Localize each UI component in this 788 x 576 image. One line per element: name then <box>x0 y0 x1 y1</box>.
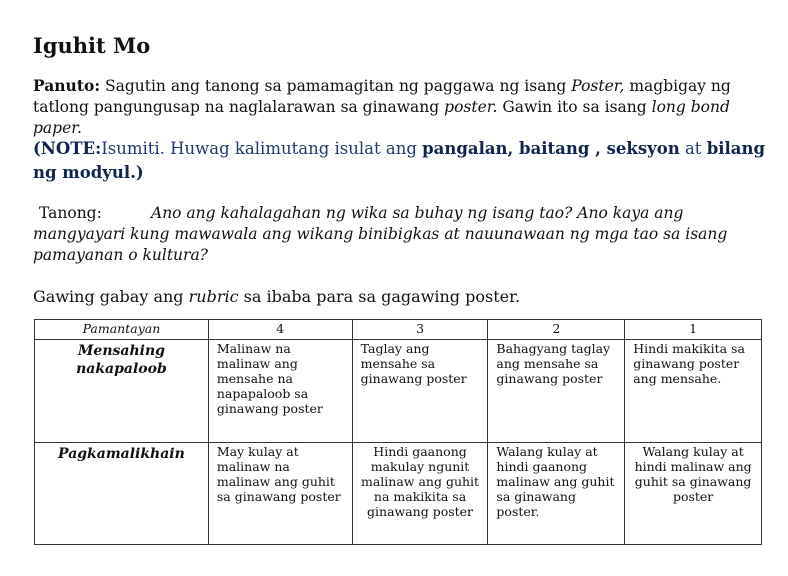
note-bold-3: bilang ng modyul.) <box>33 139 765 182</box>
instructions-text-1: Sagutin ang tanong sa pamamagitan ng paggawa ng isang <box>100 77 572 95</box>
rubric-cell: Taglay ang mensahe sa ginawang poster <box>352 340 488 443</box>
criterion-cell: Mensahing nakapaloob <box>35 340 209 443</box>
header-score-1: 1 <box>625 320 762 340</box>
header-score-2: 2 <box>488 320 625 340</box>
rubric-cell: Malinaw na malinaw ang mensahe na napapaloob sa ginawang poster <box>208 340 352 443</box>
note-bold-2: pangalan, baitang , seksyon <box>422 139 680 158</box>
question-text: Ano ang kahalagahan ng wika sa buhay ng isang tao? Ano kaya ang mangyayari kung mawawala ang wikang binibigkas at nauunawaan ng mga tao sa isang pamayanan o kultura? <box>33 204 728 264</box>
rubric-cell: May kulay at malinaw na malinaw ang guhit sa ginawang poster <box>208 442 352 545</box>
guide-italic: rubric <box>188 287 239 306</box>
criterion-cell: Pagkamalikhain <box>35 442 209 545</box>
table-row <box>35 340 762 443</box>
guide-text-1: Gawing gabay ang <box>33 287 189 306</box>
question-label: Tanong: <box>39 204 102 222</box>
note-bold-1: (NOTE: <box>33 139 102 158</box>
note-text-1: Isumiti. Huwag kalimutang isulat ang <box>101 139 423 158</box>
note-text-2: at <box>679 139 707 158</box>
rubric-cell: Walang kulay at hindi gaanong malinaw ang guhit sa ginawang poster. <box>488 442 625 545</box>
instructions-text-3: Gawin ito sa isang <box>497 98 652 116</box>
instructions-italic-1: Poster, <box>571 77 625 95</box>
header-score-3: 3 <box>352 320 488 340</box>
rubric-header-row <box>35 320 762 340</box>
instructions-label: Panuto: <box>33 76 101 95</box>
rubric-table <box>34 319 762 545</box>
rubric-cell: Walang kulay at hindi malinaw ang guhit sa ginawang poster <box>625 442 762 545</box>
header-score-4: 4 <box>208 320 352 340</box>
instructions-paragraph <box>33 75 768 139</box>
heading: Iguhit Mo <box>33 33 151 58</box>
rubric-cell: Bahagyang taglay ang mensahe sa ginawang poster <box>488 340 625 443</box>
instructions-italic-2: poster. <box>444 98 498 116</box>
guide-text-2: sa ibaba para sa gagawing poster. <box>238 287 521 306</box>
instructions-italic-3: long bond paper. <box>33 98 730 137</box>
guide-paragraph <box>33 286 768 307</box>
rubric-cell: Hindi gaanong makulay ngunit malinaw ang guhit na makikita sa ginawang poster <box>352 442 488 545</box>
rubric-cell: Hindi makikita sa ginawang poster ang mensahe. <box>625 340 762 443</box>
note-paragraph <box>33 137 768 185</box>
table-row <box>35 442 762 545</box>
header-criterion: Pamantayan <box>35 320 209 340</box>
instructions-text-2: magbigay ng tatlong pangungusap na naglalarawan sa ginawang <box>33 77 731 116</box>
question-paragraph <box>33 203 773 266</box>
